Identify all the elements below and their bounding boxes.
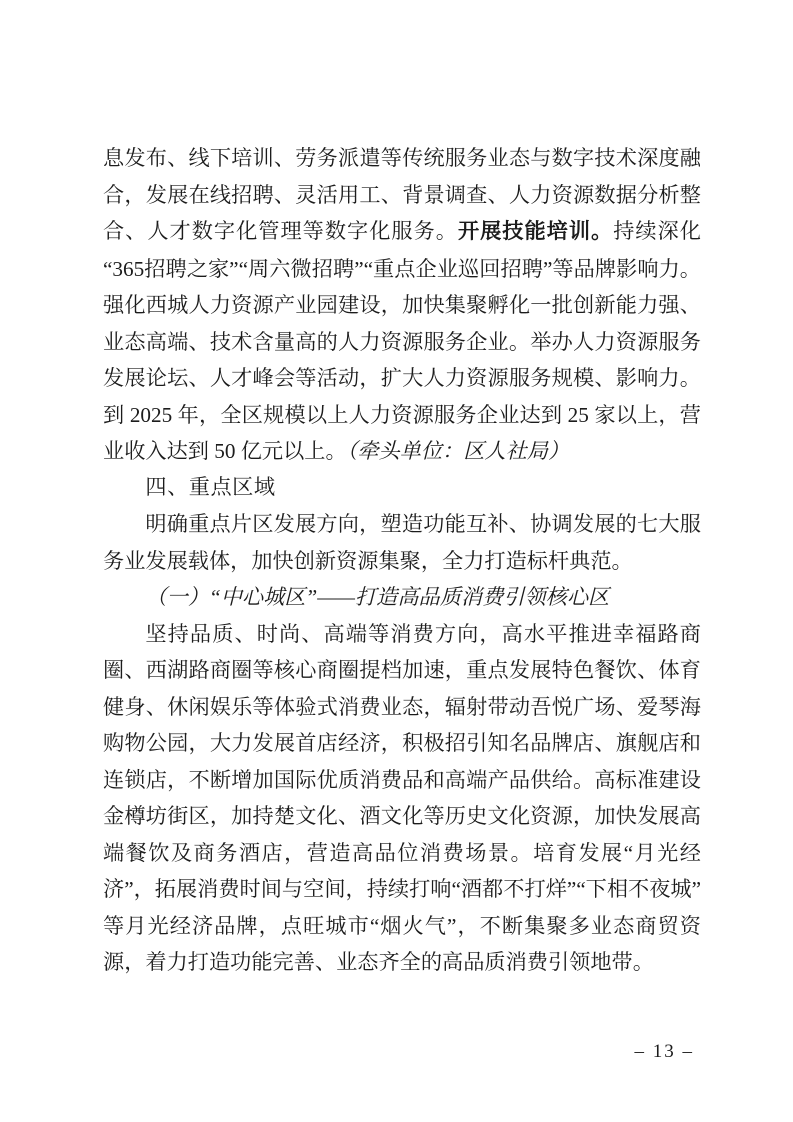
bold-phrase-skill-training: 开展技能培训。 — [457, 220, 614, 243]
subsection-heading-central-district: （一）“中心城区”——打造高品质消费引领核心区 — [145, 585, 610, 609]
page-number: – 13 – — [634, 1041, 694, 1062]
lead-unit-note: （牵头单位：区人社局） — [346, 439, 570, 463]
document-content — [103, 140, 701, 981]
paragraph-central-district: 坚持品质、时尚、高端等消费方向，高水平推进幸福路商圈、西湖路商圈等核心商圈提档加速，重点发展特色餐饮、体育健身、休闲娱乐等体验式消费业态，辐射带动吾悦广场、爱琴海购物公园，大力发展首店经济，积极招引知名品牌店、旗舰店和连锁店，不断增加国际优质消费品和高端产品供给。高标准建设金樽坊街区，加持楚文化、酒文化等历史文化资源，加快发展高端餐饮及商务酒店，营造高品位消费场景。培育发展“月光经济”，拓展消费时间与空间，持续打响“酒都不打烊”“下相不夜城”等月光经济品牌，点旺城市“烟火气”，不断集聚多业态商贸资源，着力打造功能完善、业态齐全的高品质消费引领地带。 — [103, 621, 701, 974]
paragraph-body-text: 持续深化“365招聘之家”“周六微招聘”“重点企业巡回招聘”等品牌影响力。强化西城人力资源产业园建设，加快集聚孵化一批创新能力强、业态高端、技术含量高的人力资源服务企业。举办人力资源服务发展论坛、人才峰会等活动，扩大人力资源服务规模、影响力。到 2025 年，全区规模以上人力资源服务企业达到 25 家以上，营业收入达到 50 亿元以上。 — [103, 219, 701, 463]
paragraph-hr-services — [103, 140, 701, 470]
paragraph-key-areas-intro: 明确重点片区发展方向，塑造功能互补、协调发展的七大服务业发展载体，加快创新资源集聚，全力打造标杆典范。 — [103, 512, 701, 573]
paragraph-continuation-text: 息发布、线下培训、劳务派遣等传统服务业态与数字技术深度融合，发展在线招聘、灵活用工、背景调查、人力资源数据分析整合、人才数字化管理等数字化服务。 — [103, 146, 701, 243]
section-heading-key-areas: 四、重点区域 — [145, 475, 276, 499]
